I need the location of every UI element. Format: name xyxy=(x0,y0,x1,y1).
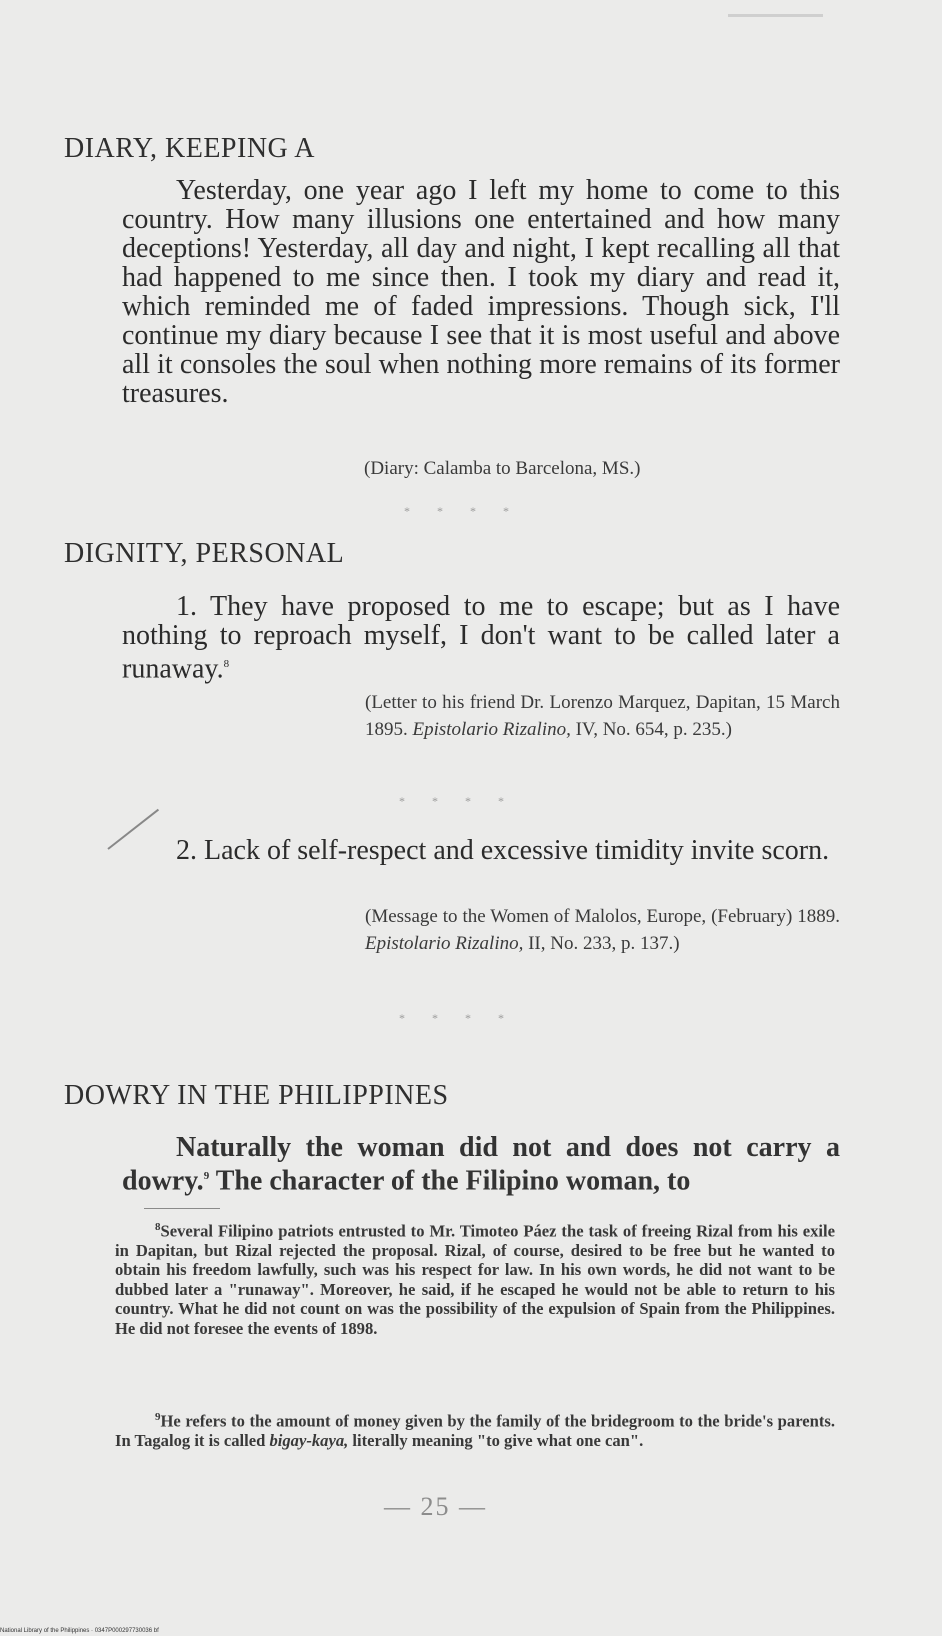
heading-dowry: DOWRY IN THE PHILIPPINES xyxy=(64,1080,449,1111)
scan-edge-line xyxy=(728,14,823,17)
heading-diary: DIARY, KEEPING A xyxy=(64,133,315,164)
separator-1: * * * * xyxy=(404,504,521,518)
footnote-ref-9: 9 xyxy=(203,1170,210,1182)
separator-3: * * * * xyxy=(399,1011,516,1025)
dignity-item-2: 2. Lack of self-respect and excessive timidity invite scorn. xyxy=(176,835,830,866)
footnote-8: $^8$Several Filipino patriots entrusted to Mr. Timoteo Páez the task of freeing Rizal from his exile in Dapitan, but Rizal rejected the proposal. Rizal, of course, desired to be free but he wanted to obtain his freedom lawfully, such was his respect for law. In his own words, he did not want to be dubbed later a "runaway". Moreover, he said, if he escaped he would not be able to return to his country. What he did not count on was the possibility of the expulsion of Spain from the Philippines. He did not foresee the events of 1898. xyxy=(115,1221,835,1338)
footnote-ref-8: 8 xyxy=(223,658,230,670)
dignity-citation-2: (Message to the Women of Malolos, Europe, (February) 1889. Epistolario Rizalino, II, No. 233, p. 137.) xyxy=(365,906,840,954)
dignity-citation-1: (Letter to his friend Dr. Lorenzo Marquez, Dapitan, 15 March 1895. Epistolario Rizalino, IV, No. 654, p. 235.) xyxy=(365,692,840,740)
footnote-9: $^9$He refers to the amount of money given by the family of the bridegroom to the bride's parents. In Tagalog it is called bigay-kaya, literally meaning "to give what one can". xyxy=(115,1411,835,1450)
separator-2: * * * * xyxy=(399,794,516,808)
source-line: National Library of the Philippines · 0347P000297730036 bf xyxy=(0,1628,159,1634)
dignity-item-1-text: 1. They have proposed to me to escape; but as I have nothing to reproach myself, I don't want to be called later a runaway. xyxy=(122,591,840,685)
dowry-paragraph: Naturally the woman did not and does not carry a dowry.$^9$ The character of the Filipino woman, to xyxy=(122,1132,840,1197)
footnote-rule xyxy=(144,1208,220,1209)
heading-dignity: DIGNITY, PERSONAL xyxy=(64,538,345,569)
page-number: — 25 — xyxy=(384,1492,487,1521)
diary-citation: (Diary: Calamba to Barcelona, MS.) xyxy=(364,458,641,479)
diary-paragraph: Yesterday, one year ago I left my home to come to this country. How many illusions one entertained and how many deceptions! Yesterday, all day and night, I kept recalling all that had happened to me since then. I took my diary and read it, which reminded me of faded impressions. Though sick, I'll continue my diary because I see that it is most useful and above all it consoles the soul when nothing more remains of its former treasures. xyxy=(122,175,840,409)
dignity-item-1 xyxy=(122,592,840,683)
